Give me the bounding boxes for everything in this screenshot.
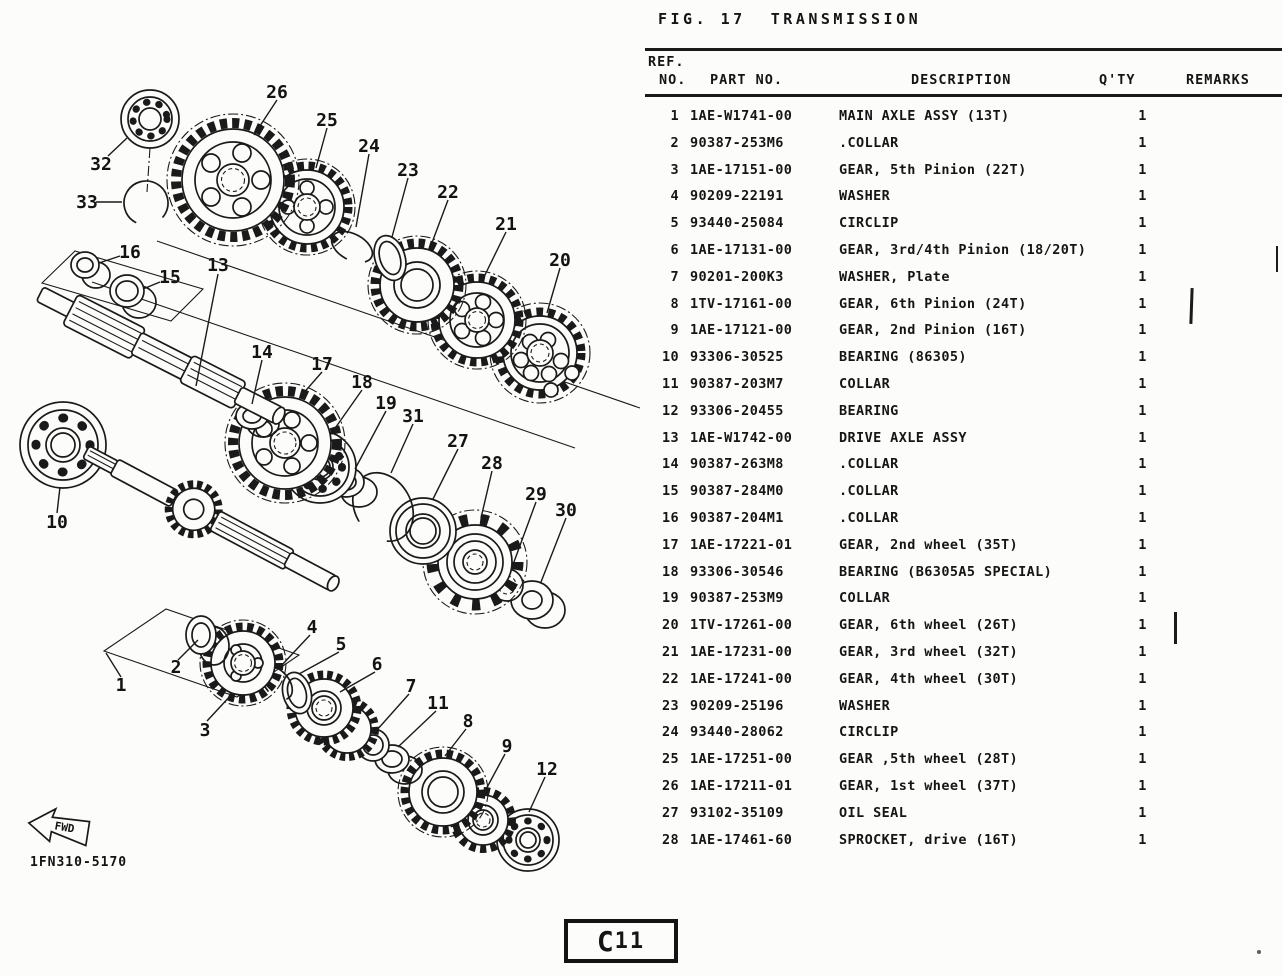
ref-no-cell: 26 (661, 777, 679, 794)
part-no-cell: 1AE-17131-00 (690, 241, 793, 258)
table-row (645, 130, 1282, 157)
ref-no-cell: 23 (661, 697, 679, 714)
callout-31: 31 (402, 406, 424, 427)
fwd-label: FWD (53, 819, 76, 836)
ref-no-cell: 19 (661, 590, 679, 607)
description-cell: BEARING (B6305A5 SPECIAL) (839, 563, 1053, 580)
header-part-no: PART NO. (710, 72, 784, 88)
part-no-cell: 1AE-W1741-00 (690, 108, 793, 124)
part-no-cell: 90201-200K3 (690, 268, 784, 285)
callout-7: 7 (405, 676, 417, 697)
qty-cell: 1 (1138, 108, 1147, 124)
description-cell: GEAR ,5th wheel (28T) (839, 751, 1019, 768)
qty-cell: 1 (1138, 751, 1147, 768)
table-row (645, 451, 1282, 478)
description-cell: MAIN AXLE ASSY (13T) (839, 108, 1010, 124)
ref-no-cell: 28 (661, 831, 679, 848)
oil-seal-27 (390, 498, 456, 564)
remarks-cell (1165, 237, 1282, 264)
callout-18: 18 (351, 372, 373, 393)
part-no-cell: 90387-263M8 (690, 456, 784, 473)
table-row (645, 559, 1282, 586)
table-row (645, 612, 1282, 639)
part-no-cell: 1AE-17231-00 (690, 643, 793, 660)
print-artifact (1257, 950, 1261, 954)
remarks-cell (1165, 451, 1282, 478)
remarks-cell (1165, 666, 1282, 693)
qty-cell: 1 (1138, 831, 1147, 848)
remarks-cell (1165, 800, 1282, 827)
ref-no-cell: 27 (661, 804, 679, 821)
table-top-rule (645, 48, 1282, 51)
part-no-cell: 93440-28062 (690, 724, 784, 741)
description-cell: GEAR, 3rd/4th Pinion (18/20T) (839, 241, 1087, 258)
fwd-arrow (26, 803, 94, 852)
part-no-cell: 1TV-17261-00 (690, 617, 793, 634)
table-row (645, 425, 1282, 452)
callout-4: 4 (306, 617, 318, 638)
part-no-cell: 90387-253M6 (690, 134, 784, 151)
qty-cell: 1 (1138, 590, 1147, 607)
collar-16 (71, 252, 110, 288)
qty-cell: 1 (1138, 777, 1147, 794)
ref-no-cell: 21 (661, 643, 679, 660)
table-row (645, 639, 1282, 666)
qty-cell: 1 (1138, 349, 1147, 366)
qty-cell: 1 (1138, 188, 1147, 205)
ref-no-cell: 6 (670, 241, 679, 258)
table-row (645, 719, 1282, 746)
remarks-cell (1165, 773, 1282, 800)
description-cell: GEAR, 3rd wheel (32T) (839, 643, 1019, 660)
part-no-cell: 90209-25196 (690, 697, 784, 714)
callout-26: 26 (266, 82, 288, 103)
page-code-digits: 11 (614, 928, 646, 954)
table-row (645, 398, 1282, 425)
callout-1: 1 (115, 675, 127, 696)
qty-cell: 1 (1138, 536, 1147, 553)
remarks-cell (1165, 183, 1282, 210)
description-cell: SPROCKET, drive (16T) (839, 831, 1019, 848)
callout-24: 24 (358, 136, 380, 157)
description-cell: GEAR, 5th Pinion (22T) (839, 161, 1027, 178)
ref-no-cell: 7 (670, 268, 679, 285)
qty-cell: 1 (1138, 295, 1147, 312)
remarks-cell (1165, 210, 1282, 237)
qty-cell: 1 (1138, 402, 1147, 419)
remarks-cell (1165, 746, 1282, 773)
callout-10: 10 (46, 512, 68, 533)
description-cell: BEARING (839, 402, 899, 419)
callout-13: 13 (207, 255, 229, 276)
table-row (645, 478, 1282, 505)
remarks-cell (1165, 693, 1282, 720)
qty-cell: 1 (1138, 134, 1147, 151)
callout-28: 28 (481, 453, 503, 474)
callout-16: 16 (119, 242, 141, 263)
description-cell: GEAR, 2nd wheel (35T) (839, 536, 1019, 553)
part-no-cell: 1AE-W1742-00 (690, 429, 793, 446)
ref-no-cell: 16 (661, 509, 679, 526)
description-cell: GEAR, 6th wheel (26T) (839, 617, 1019, 634)
bearing-10 (20, 402, 106, 488)
remarks-cell (1165, 612, 1282, 639)
qty-cell: 1 (1138, 563, 1147, 580)
callout-20: 20 (549, 250, 571, 271)
remarks-cell (1165, 130, 1282, 157)
description-cell: WASHER (839, 188, 891, 205)
callout-17: 17 (311, 354, 333, 375)
collar-15 (110, 275, 156, 318)
ref-no-cell: 9 (670, 322, 679, 339)
table-row (645, 532, 1282, 559)
part-no-cell: 90387-284M0 (690, 483, 784, 500)
parts-table-rows (645, 103, 1282, 853)
parts-table (645, 0, 1282, 976)
page-code-letter: C (596, 924, 615, 958)
remarks-cell (1165, 291, 1282, 318)
ref-no-cell: 5 (670, 215, 679, 232)
description-cell: GEAR, 4th wheel (30T) (839, 670, 1019, 687)
ref-no-cell: 12 (661, 402, 679, 419)
table-row (645, 773, 1282, 800)
qty-cell: 1 (1138, 375, 1147, 392)
part-no-cell: 1AE-17221-01 (690, 536, 793, 553)
remarks-cell (1165, 425, 1282, 452)
ref-no-cell: 10 (661, 349, 679, 366)
callout-11: 11 (427, 693, 449, 714)
part-no-cell: 93440-25084 (690, 215, 784, 232)
print-artifact (1276, 246, 1278, 272)
drawing-code: 1FN310-5170 (30, 855, 128, 870)
table-header-rule (645, 94, 1282, 97)
callout-6: 6 (371, 654, 383, 675)
table-row (645, 183, 1282, 210)
callout-33: 33 (76, 192, 98, 213)
part-no-cell: 93306-20455 (690, 402, 784, 419)
print-artifact (1174, 612, 1177, 644)
ref-no-cell: 22 (661, 670, 679, 687)
description-cell: GEAR, 2nd Pinion (16T) (839, 322, 1027, 339)
description-cell: DRIVE AXLE ASSY (839, 429, 967, 446)
qty-cell: 1 (1138, 804, 1147, 821)
description-cell: OIL SEAL (839, 804, 908, 821)
remarks-cell (1165, 398, 1282, 425)
ref-no-cell: 8 (670, 295, 679, 312)
remarks-cell (1165, 719, 1282, 746)
table-row (645, 505, 1282, 532)
remarks-cell (1165, 532, 1282, 559)
callout-15: 15 (159, 267, 181, 288)
page-code-box (564, 919, 678, 963)
callout-29: 29 (525, 484, 547, 505)
description-cell: WASHER (839, 697, 891, 714)
part-no-cell: 93306-30525 (690, 349, 784, 366)
part-no-cell: 90387-203M7 (690, 375, 784, 392)
table-row (645, 291, 1282, 318)
header-ref-line2: NO. (659, 72, 687, 88)
table-row (645, 103, 1282, 130)
description-cell: WASHER, Plate (839, 268, 950, 285)
ref-no-cell: 2 (670, 134, 679, 151)
table-row (645, 344, 1282, 371)
description-cell: .COLLAR (839, 134, 899, 151)
header-qty: Q'TY (1099, 72, 1136, 88)
remarks-cell (1165, 371, 1282, 398)
ref-no-cell: 18 (661, 563, 679, 580)
header-remarks: REMARKS (1186, 72, 1250, 88)
remarks-cell (1165, 827, 1282, 854)
callout-25: 25 (316, 110, 338, 131)
callout-14: 14 (251, 342, 273, 363)
table-row (645, 210, 1282, 237)
callout-3: 3 (199, 720, 211, 741)
ref-no-cell: 24 (661, 724, 679, 741)
callout-23: 23 (397, 160, 419, 181)
remarks-cell (1165, 103, 1282, 130)
table-row (645, 666, 1282, 693)
qty-cell: 1 (1138, 429, 1147, 446)
remarks-cell (1165, 585, 1282, 612)
ref-no-cell: 15 (661, 483, 679, 500)
remarks-cell (1165, 264, 1282, 291)
qty-cell: 1 (1138, 697, 1147, 714)
callout-32: 32 (90, 154, 112, 175)
ref-no-cell: 3 (670, 161, 679, 178)
qty-cell: 1 (1138, 456, 1147, 473)
callout-19: 19 (375, 393, 397, 414)
qty-cell: 1 (1138, 509, 1147, 526)
part-no-cell: 93306-30546 (690, 563, 784, 580)
part-no-cell: 1AE-17251-00 (690, 751, 793, 768)
table-row (645, 746, 1282, 773)
ref-no-cell: 13 (661, 429, 679, 446)
table-row (645, 317, 1282, 344)
description-cell: CIRCLIP (839, 724, 899, 741)
callout-30: 30 (555, 500, 577, 521)
table-row (645, 585, 1282, 612)
description-cell: GEAR, 1st wheel (37T) (839, 777, 1019, 794)
table-row (645, 371, 1282, 398)
part-no-cell: 93102-35109 (690, 804, 784, 821)
callout-21: 21 (495, 214, 517, 235)
description-cell: .COLLAR (839, 456, 899, 473)
description-cell: .COLLAR (839, 483, 899, 500)
qty-cell: 1 (1138, 268, 1147, 285)
callout-9: 9 (501, 736, 513, 757)
remarks-cell (1165, 317, 1282, 344)
ref-no-cell: 17 (661, 536, 679, 553)
qty-cell: 1 (1138, 215, 1147, 232)
qty-cell: 1 (1138, 643, 1147, 660)
description-cell: BEARING (86305) (839, 349, 967, 366)
header-description: DESCRIPTION (911, 72, 1012, 88)
ref-no-cell: 1 (670, 108, 679, 124)
ref-no-cell: 25 (661, 751, 679, 768)
qty-cell: 1 (1138, 670, 1147, 687)
part-no-cell: 1AE-17241-00 (690, 670, 793, 687)
bearing-32 (121, 90, 179, 148)
part-no-cell: 1AE-17461-60 (690, 831, 793, 848)
table-row (645, 800, 1282, 827)
ref-no-cell: 20 (661, 617, 679, 634)
ref-no-cell: 14 (661, 456, 679, 473)
ref-no-cell: 11 (661, 375, 679, 392)
part-no-cell: 1AE-17151-00 (690, 161, 793, 178)
table-row (645, 264, 1282, 291)
remarks-cell (1165, 559, 1282, 586)
callout-12: 12 (536, 759, 558, 780)
part-no-cell: 1AE-17121-00 (690, 322, 793, 339)
qty-cell: 1 (1138, 322, 1147, 339)
table-row (645, 157, 1282, 184)
part-no-cell: 1AE-17211-01 (690, 777, 793, 794)
remarks-cell (1165, 478, 1282, 505)
callout-27: 27 (447, 431, 469, 452)
part-no-cell: 90387-204M1 (690, 509, 784, 526)
qty-cell: 1 (1138, 617, 1147, 634)
header-ref-line1: REF. (648, 54, 685, 70)
table-row (645, 237, 1282, 264)
description-cell: GEAR, 6th Pinion (24T) (839, 295, 1027, 312)
qty-cell: 1 (1138, 724, 1147, 741)
part-no-cell: 1TV-17161-00 (690, 295, 793, 312)
remarks-cell (1165, 505, 1282, 532)
description-cell: COLLAR (839, 590, 891, 607)
qty-cell: 1 (1138, 161, 1147, 178)
description-cell: COLLAR (839, 375, 891, 392)
description-cell: .COLLAR (839, 509, 899, 526)
callout-8: 8 (462, 711, 474, 732)
callout-5: 5 (335, 634, 347, 655)
table-row (645, 693, 1282, 720)
callout-2: 2 (170, 657, 182, 678)
callout-22: 22 (437, 182, 459, 203)
part-no-cell: 90387-253M9 (690, 590, 784, 607)
qty-cell: 1 (1138, 241, 1147, 258)
part-no-cell: 90209-22191 (690, 188, 784, 205)
ref-no-cell: 4 (670, 188, 679, 205)
table-row (645, 827, 1282, 854)
figure-title: FIG. 17 TRANSMISSION (658, 10, 922, 28)
remarks-cell (1165, 157, 1282, 184)
remarks-cell (1165, 344, 1282, 371)
remarks-cell (1165, 639, 1282, 666)
description-cell: CIRCLIP (839, 215, 899, 232)
qty-cell: 1 (1138, 483, 1147, 500)
